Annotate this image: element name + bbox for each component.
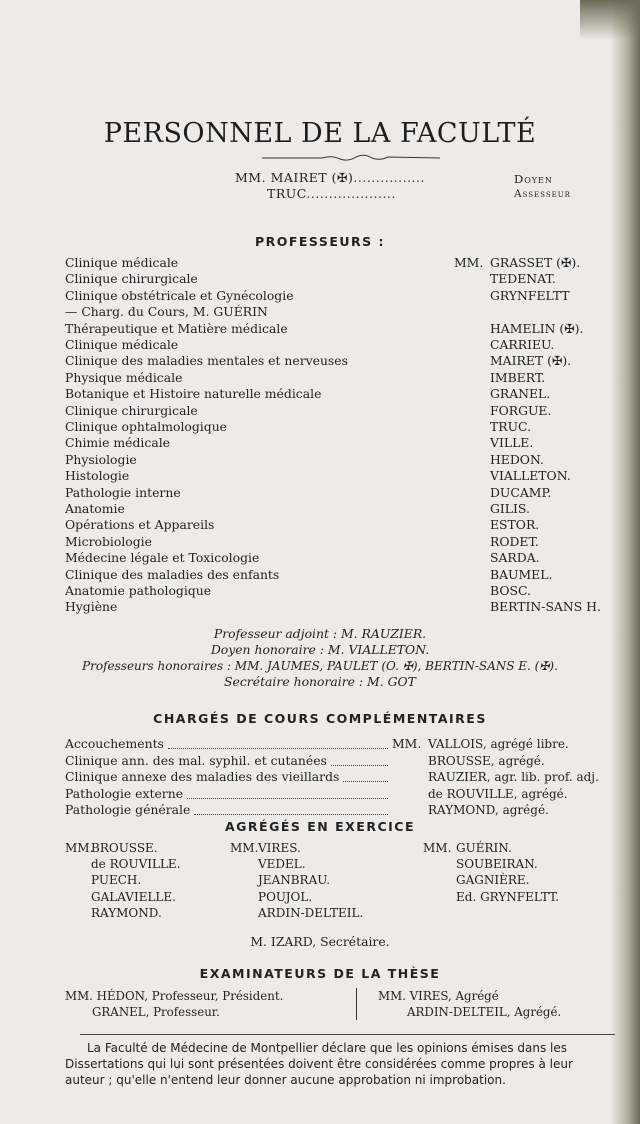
complementary-subject: Pathologie générale: [65, 802, 191, 817]
professor-subject: Anatomie pathologique: [65, 583, 212, 598]
honorary-secretary: Secrétaire honoraire : M. GOT: [224, 674, 416, 689]
dot-leader: ................: [353, 170, 425, 185]
agrege-name: PUECH.: [91, 873, 142, 888]
agrege-name: JEANBRAU.: [258, 873, 331, 888]
complementary-subject: Pathologie externe: [65, 785, 184, 801]
professor-subject: Physiologie: [65, 451, 137, 467]
professor-subject: Clinique obstétricale et Gynécologie: [65, 287, 294, 303]
professor-subject: Clinique médicale: [65, 337, 179, 352]
professor-name: TRUC.: [490, 419, 532, 434]
examiner-left-1: MM. HÉDON, Professeur, Président.: [65, 989, 284, 1003]
professor-name: BERTIN-SANS H.: [490, 599, 601, 615]
examiner-right-1: MM. VIRES, Agrégé: [378, 989, 499, 1003]
divider-rule: [80, 1034, 615, 1035]
professor-subject: Clinique ophtalmologique: [65, 419, 228, 434]
agrege-name: GALAVIELLE.: [91, 889, 176, 904]
professor-name: GRYNFELTT: [490, 287, 570, 303]
professor-name: DUCAMP.: [490, 484, 552, 500]
page-corner-shadow: [580, 0, 640, 40]
agreges-mm: MM.: [423, 841, 452, 855]
honorary-dean: Doyen honoraire : M. VIALLETON.: [210, 642, 430, 657]
professor-subject: Clinique médicale: [65, 255, 179, 270]
complementary-name: RAYMOND, agrégé.: [428, 803, 549, 817]
complementary-name: BROUSSE, agrégé.: [428, 753, 545, 768]
agrege-name: VEDEL.: [258, 857, 306, 872]
assessor-name: TRUC: [267, 186, 307, 201]
professor-name: FORGUE.: [490, 402, 552, 418]
complementary-subject: Accouchements: [65, 736, 164, 751]
professor-name: HAMELIN (✠).: [490, 320, 584, 336]
professor-subject: Clinique chirurgicale: [65, 271, 198, 287]
dean-role: Doyen: [514, 172, 553, 186]
professor-subject: Clinique des maladies mentales et nerveuses: [65, 353, 348, 369]
professor-name: TEDENAT.: [490, 271, 556, 287]
ornamental-rule: [262, 153, 440, 163]
agrege-name: GAGNIÈRE.: [456, 873, 530, 888]
professor-name: BAUMEL.: [490, 566, 553, 582]
complementary-name: RAUZIER, agr. lib. prof. adj.: [428, 770, 599, 784]
professors-heading: PROFESSEURS :: [254, 234, 386, 249]
professor-name: GRANEL.: [490, 386, 551, 402]
agrege-name: de ROUVILLE.: [91, 857, 181, 872]
professor-subject: — Charg. du Cours, M. GUÉRIN: [65, 304, 268, 320]
examiner-divider: [356, 988, 357, 1020]
professor-name: BOSC.: [490, 583, 531, 598]
agrege-name: GUÉRIN.: [456, 841, 512, 855]
faculty-notice: La Faculté de Médecine de Montpellier déclare que les opinions émises dans les Dissertations qui lui sont présentées doivent être considérées comme propres à leur auteur ; qu'elle n'entend leur donner aucune approbation ni improbation.: [65, 1041, 573, 1087]
dot-leader: [194, 814, 388, 815]
agreges-mm: MM.: [230, 841, 259, 855]
complementary-mm: MM.: [392, 736, 422, 751]
professor-subject: Thérapeutique et Matière médicale: [65, 320, 288, 336]
agrege-name: ARDIN-DELTEIL.: [258, 905, 364, 920]
professor-adjoint: Professeur adjoint : M. RAUZIER.: [213, 626, 427, 641]
dot-leader: [331, 765, 388, 766]
page-title: PERSONNEL DE LA FACULTÉ: [103, 118, 537, 149]
examiner-left-2: GRANEL, Professeur.: [92, 1005, 220, 1019]
professor-name: VIALLETON.: [490, 468, 571, 484]
dot-leader: [187, 798, 388, 799]
professor-name: RODET.: [490, 533, 539, 549]
assessor-role: Assesseur: [514, 188, 571, 200]
professor-name: SARDA.: [490, 550, 540, 566]
agrege-name: SOUBEIRAN.: [456, 857, 538, 872]
professor-subject: Histologie: [65, 468, 130, 484]
dean-line: [235, 170, 425, 185]
agreges-mm: MM.: [65, 841, 94, 855]
complementary-subject: Clinique ann. des mal. syphil. et cutanées: [65, 752, 327, 768]
dean-name: MAIRET (✠): [270, 170, 354, 185]
professor-name: IMBERT.: [490, 369, 546, 385]
agrege-name: VIRES.: [258, 841, 301, 855]
professor-name: GILIS.: [490, 501, 530, 516]
admin-prefix: MM.: [235, 170, 267, 185]
professor-subject: Pathologie interne: [65, 484, 181, 500]
page-edge-shadow: [610, 0, 640, 1124]
professor-name: VILLE.: [490, 435, 534, 451]
professor-subject: Clinique des maladies des enfants: [65, 566, 280, 582]
professor-subject: Hygiène: [65, 599, 118, 615]
examiner-right-2: ARDIN-DELTEIL, Agrégé.: [407, 1005, 562, 1019]
professor-name: CARRIEU.: [490, 337, 555, 352]
agrege-name: BROUSSE.: [91, 841, 158, 855]
complementary-subject: Clinique annexe des maladies des vieillards: [65, 769, 340, 784]
professor-subject: Chimie médicale: [65, 435, 171, 451]
complementary-name: VALLOIS, agrégé libre.: [428, 737, 569, 751]
secretary-line: M. IZARD, Secrétaire.: [250, 934, 390, 949]
dot-leader: [343, 781, 388, 782]
professor-subject: Anatomie: [65, 501, 125, 516]
professor-subject: Clinique chirurgicale: [65, 402, 198, 418]
assessor-line: [267, 186, 396, 201]
professors-mm: MM.: [454, 255, 484, 270]
professor-subject: Opérations et Appareils: [65, 517, 215, 533]
agrege-name: RAYMOND.: [91, 905, 162, 920]
professor-name: GRASSET (✠).: [490, 255, 581, 270]
professor-name: ESTOR.: [490, 517, 540, 533]
professor-name: MAIRET (✠).: [490, 353, 572, 369]
dot-leader: [168, 748, 388, 749]
complementary-name: de ROUVILLE, agrégé.: [428, 786, 568, 801]
complementary-heading: CHARGÉS DE COURS COMPLÉMENTAIRES: [153, 711, 487, 726]
examiners-heading: EXAMINATEURS DE LA THÈSE: [199, 966, 441, 981]
dot-leader: ....................: [306, 186, 396, 201]
agrege-name: POUJOL.: [258, 889, 313, 904]
professor-name: HEDON.: [490, 451, 544, 467]
professor-subject: Botanique et Histoire naturelle médicale: [65, 386, 322, 402]
agrege-name: Ed. GRYNFELTT.: [456, 889, 560, 904]
professor-subject: Microbiologie: [65, 533, 152, 549]
agreges-heading: AGRÉGÉS EN EXERCICE: [225, 819, 415, 834]
honorary-professors: Professeurs honoraires : MM. JAUMES, PAULET (O. ✠), BERTIN-SANS E. (✠).: [82, 659, 558, 673]
professor-subject: Médecine légale et Toxicologie: [65, 550, 260, 566]
professor-subject: Physique médicale: [65, 369, 183, 385]
